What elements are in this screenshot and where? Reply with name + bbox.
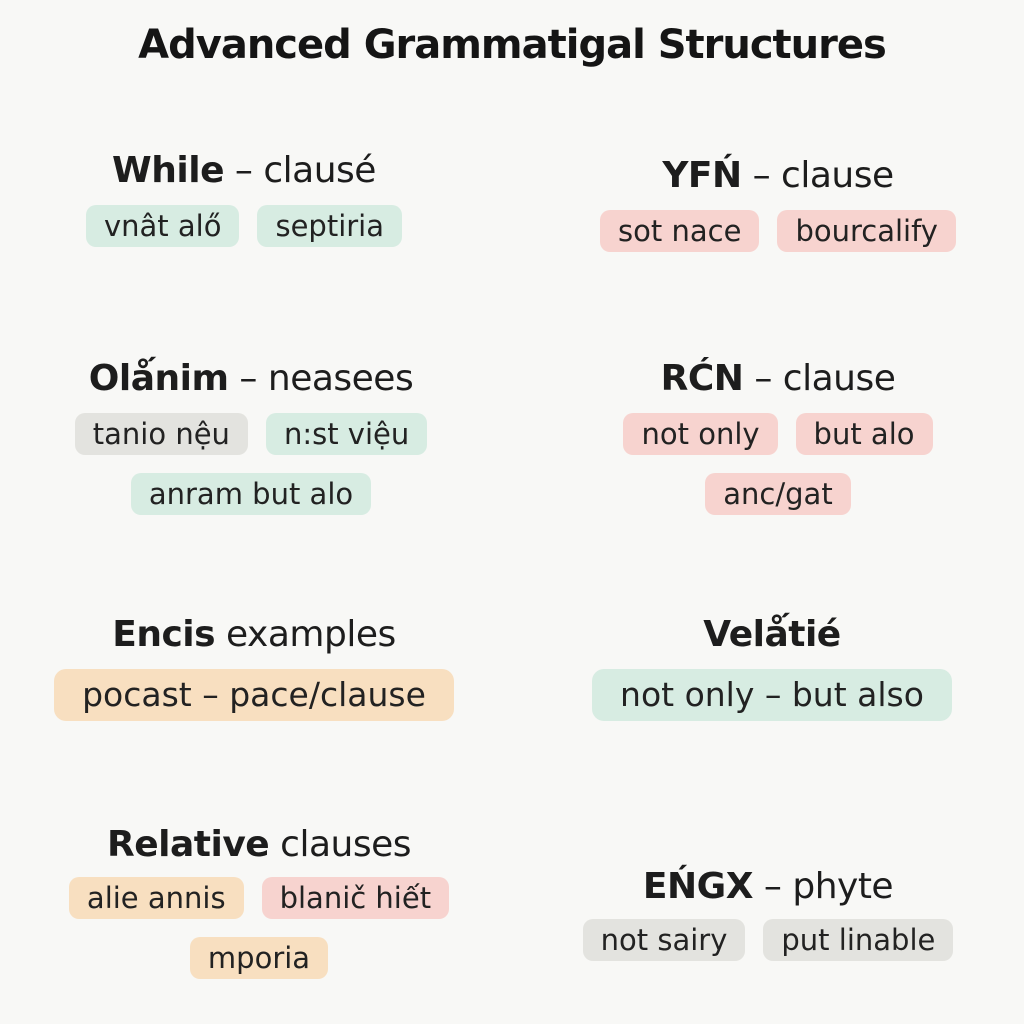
- heading-suffix: – phyte: [752, 866, 894, 907]
- section-velatie: [592, 614, 952, 721]
- grammar-chip: not only – but also: [592, 669, 952, 721]
- grammar-chip: n:st việu: [266, 413, 427, 455]
- section-rcn-clause: [620, 358, 936, 515]
- grammar-chip: bourcalify: [777, 210, 956, 252]
- heading-main: Relative: [107, 824, 270, 865]
- section-heading: [112, 150, 376, 191]
- heading-suffix: – clausé: [223, 150, 376, 191]
- section-yfn-clause: [580, 155, 976, 252]
- heading-main: ΥFŃ: [662, 155, 742, 196]
- chip-row: [54, 669, 454, 721]
- chip-row: [592, 669, 952, 721]
- heading-suffix: – clause: [741, 155, 894, 196]
- section-heading: [643, 866, 893, 907]
- grammar-chip: alie annis: [69, 877, 244, 919]
- grammar-chip: mporia: [190, 937, 328, 979]
- heading-main: Velǻtié: [703, 614, 841, 655]
- grammar-chip: sot nace: [600, 210, 759, 252]
- heading-suffix: examples: [215, 614, 396, 655]
- chip-row: [190, 937, 328, 979]
- section-relative-clauses: [56, 824, 462, 979]
- chip-row: [131, 473, 371, 515]
- chip-row: [600, 210, 956, 252]
- section-heading: [107, 824, 411, 865]
- section-while-clause: [78, 150, 410, 247]
- heading-main: While: [112, 150, 224, 191]
- heading-suffix: clauses: [269, 824, 411, 865]
- chip-row: [86, 205, 402, 247]
- section-heading: [703, 614, 840, 655]
- section-engx-phyte: [572, 866, 964, 961]
- heading-suffix: – neasees: [228, 358, 414, 399]
- grammar-chip: pocast – pace/clause: [54, 669, 454, 721]
- section-encis-examples: [60, 614, 448, 721]
- grammar-chip: blanič hiết: [262, 877, 450, 919]
- grammar-chip: vnât alő: [86, 205, 239, 247]
- section-heading: [89, 358, 413, 399]
- section-heading: [661, 358, 896, 399]
- heading-main: RĆN: [660, 358, 744, 399]
- grammar-chip: anc/gat: [705, 473, 850, 515]
- grammar-chip: tanio nệu: [75, 413, 248, 455]
- grammar-chip: but alo: [796, 413, 933, 455]
- heading-main: Encis: [112, 614, 216, 655]
- page-title: Advanced Grammatigal Structures: [138, 22, 886, 68]
- section-olanim-neasees: [76, 358, 426, 515]
- section-heading: [662, 155, 893, 196]
- grammar-chip: not sairy: [583, 919, 746, 961]
- chip-row: [75, 413, 427, 455]
- grammar-chip: not only: [623, 413, 777, 455]
- grammar-chip: put linable: [763, 919, 953, 961]
- chip-row: [705, 473, 850, 515]
- chip-row: [69, 877, 449, 919]
- heading-main: Olǻnim: [88, 358, 229, 399]
- grammar-chip: septiria: [257, 205, 402, 247]
- chip-row: [623, 413, 932, 455]
- chip-row: [583, 919, 954, 961]
- heading-suffix: – clause: [743, 358, 896, 399]
- grammar-chip: anram but alo: [131, 473, 371, 515]
- section-heading: [112, 614, 395, 655]
- heading-main: EŃGX: [642, 866, 753, 907]
